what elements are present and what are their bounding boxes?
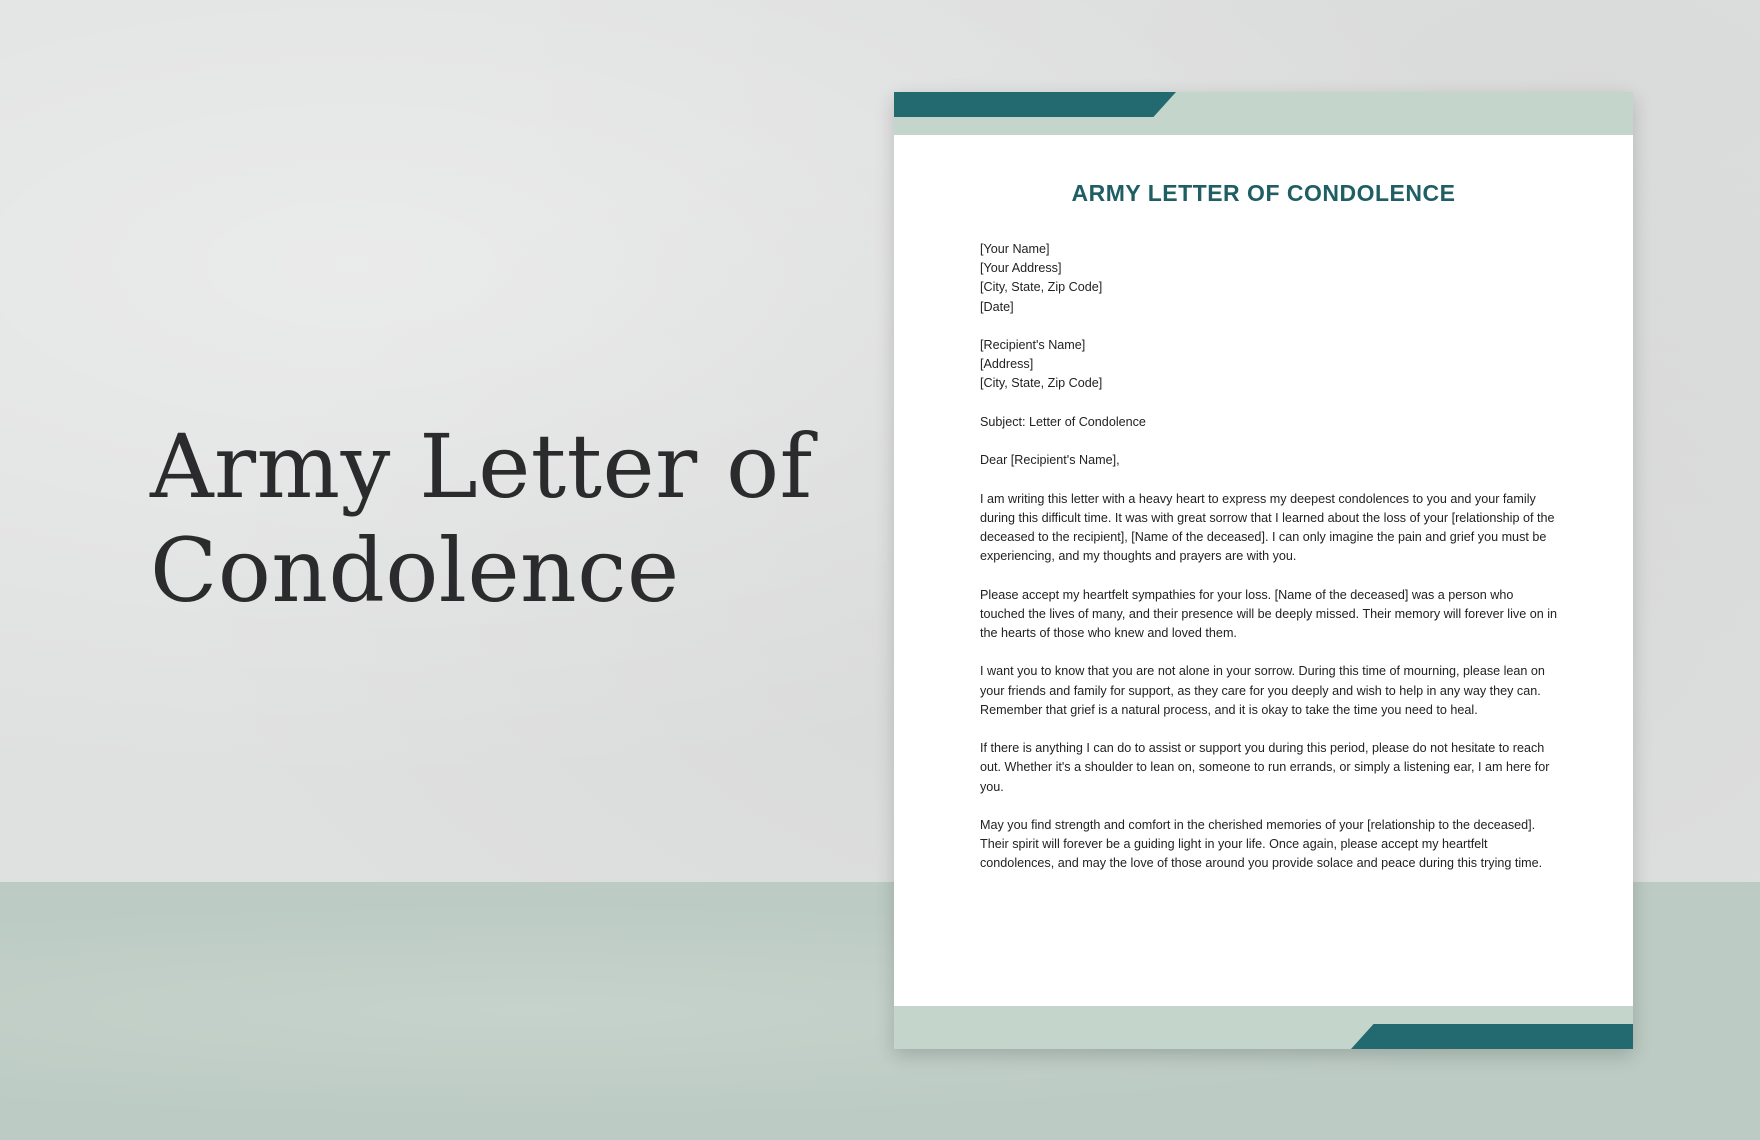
- recipient-city: [City, State, Zip Code]: [980, 376, 1103, 391]
- hero-title-line-2: Condolence: [150, 519, 680, 622]
- sender-address: [Your Address]: [980, 261, 1062, 276]
- sender-block: [980, 240, 1560, 317]
- body-paragraph-2: Please accept my heartfelt sympathies for your loss. [Name of the deceased] was a person who touched the lives of many, and their presence will be deeply missed. Their memory will forever live on in the hearts of those who knew and loved them.: [980, 587, 1558, 640]
- recipient-name: [Recipient's Name]: [980, 338, 1086, 352]
- letter-document: [894, 92, 1633, 1049]
- recipient-block: [980, 336, 1560, 394]
- footer-accent: [1351, 1024, 1633, 1049]
- letter-body: [980, 240, 1560, 893]
- salutation: Dear [Recipient's Name],: [980, 453, 1120, 468]
- body-paragraph-3: I want you to know that you are not alone in your sorrow. During this time of mourning, please lean on your friends and family for support, as they care for you deeply and wish to help in any way they can. Remember that grief is a natural process, and it is okay to take the time you need to heal.: [980, 664, 1545, 717]
- body-paragraph-1: I am writing this letter with a heavy heart to express my deepest condolences to you and your family during this difficult time. It was with great sorrow that I learned about the loss of your [relationship of the deceased to the recipient], [Name of the deceased]. I can only imagine the pain and grief you must be experiencing, and my thoughts and prayers are with you.: [980, 491, 1555, 564]
- body-paragraph-5: May you find strength and comfort in the cherished memories of your [relationship to the deceased]. Their spirit will forever be a guiding light in your life. Once again, please accept my heartfelt condolences, and may the love of those around you provide solace and peace during this trying time.: [980, 817, 1543, 871]
- sender-city: [City, State, Zip Code]: [980, 280, 1103, 295]
- subject-line: Subject: Letter of Condolence: [980, 414, 1146, 429]
- sender-date: [Date]: [980, 299, 1014, 314]
- document-title: ARMY LETTER OF CONDOLENCE: [1071, 180, 1456, 206]
- hero-title: [150, 415, 850, 623]
- sender-name: [Your Name]: [980, 242, 1050, 256]
- hero-title-line-1: Army Letter of: [150, 415, 813, 518]
- body-paragraph-4: If there is anything I can do to assist or support you during this period, please do not hesitate to reach out. Whether it's a shoulder to lean on, someone to run errands, or simply a listening ear, I am here for you.: [980, 741, 1550, 794]
- recipient-address: [Address]: [980, 357, 1034, 372]
- header-accent: [894, 92, 1176, 117]
